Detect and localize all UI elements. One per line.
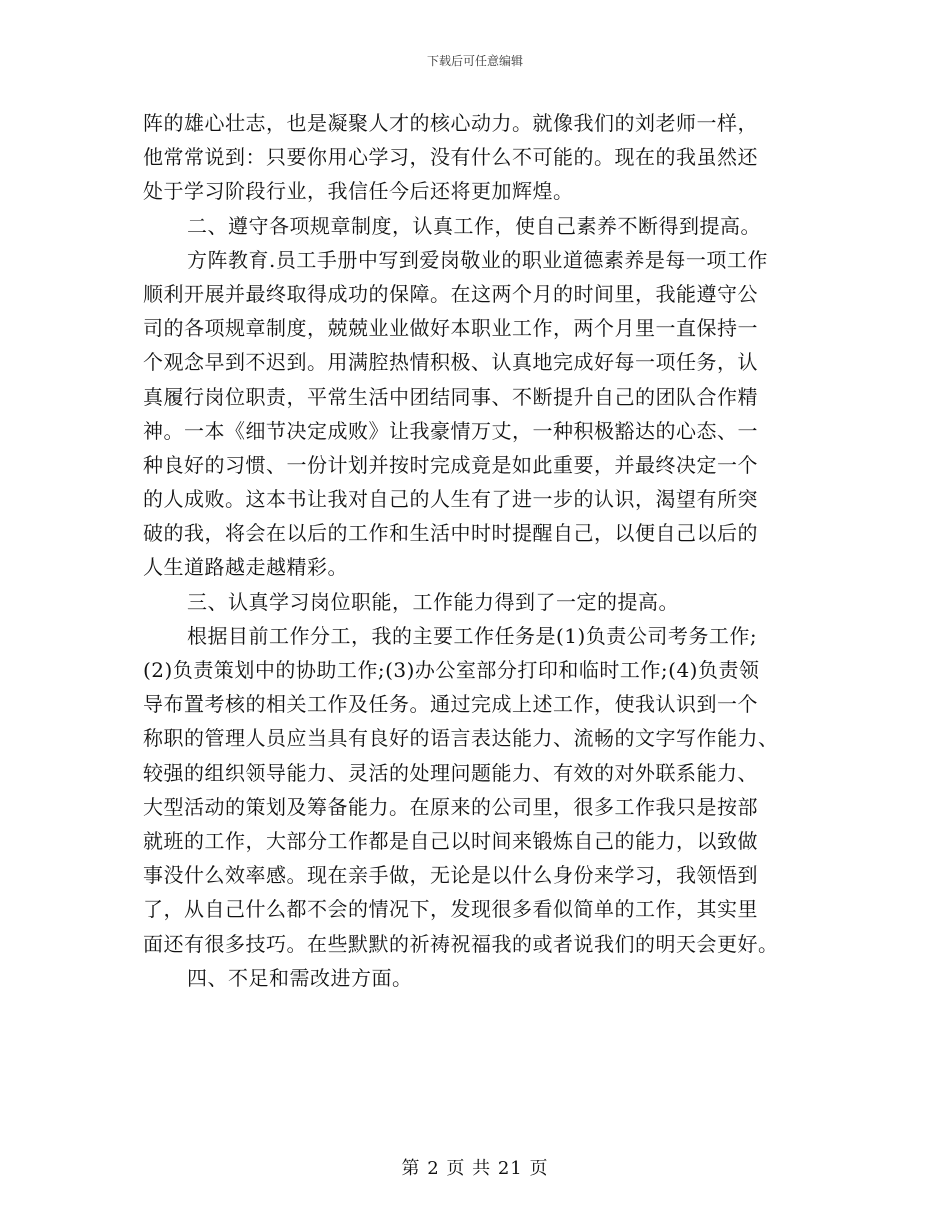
text-line: 真履行岗位职责，平常生活中团结同事、不断提升自己的团队合作精 bbox=[143, 384, 758, 409]
section-heading: 三、认真学习岗位职能，工作能力得到了一定的提高。 bbox=[187, 589, 679, 614]
page-header-note: 下载后可任意编辑 bbox=[426, 54, 523, 68]
text-line: 方阵教育.员工手册中写到爱岗敬业的职业道德素养是每一项工作 bbox=[187, 247, 768, 272]
text-line: 他常常说到：只要你用心学习，没有什么不可能的。现在的我虽然还 bbox=[143, 145, 758, 170]
text-line: 就班的工作，大部分工作都是自己以时间来锻炼自己的能力，以致做 bbox=[143, 828, 758, 853]
text-line: 顺利开展并最终取得成功的保障。在这两个月的时间里，我能遵守公 bbox=[143, 281, 758, 306]
document-body bbox=[143, 106, 823, 995]
page-number: 第 2 页 共 21 页 bbox=[401, 1158, 549, 1179]
text-line: 人生道路越走越精彩。 bbox=[143, 555, 348, 580]
text-line: 司的各项规章制度，兢兢业业做好本职业工作，两个月里一直保持一 bbox=[143, 316, 758, 341]
text-line: 种良好的习惯、一份计划并按时完成竟是如此重要，并最终决定一个 bbox=[143, 452, 758, 477]
text-line: 导布置考核的相关工作及任务。通过完成上述工作，使我认识到一个 bbox=[143, 692, 758, 717]
section-heading: 四、不足和需改进方面。 bbox=[187, 965, 413, 990]
text-line: 的人成败。这本书让我对自己的人生有了进一步的认识，渴望有所突 bbox=[143, 487, 758, 512]
text-line: 了，从自己什么都不会的情况下，发现很多看似简单的工作，其实里 bbox=[143, 897, 758, 922]
text-line: 面还有很多技巧。在些默默的祈祷祝福我的或者说我们的明天会更好。 bbox=[143, 931, 779, 956]
text-line: (2)负责策划中的协助工作;(3)办公室部分打印和临时工作;(4)负责领 bbox=[143, 658, 760, 682]
text-line: 大型活动的策划及筹备能力。在原来的公司里，很多工作我只是按部 bbox=[143, 794, 758, 819]
text-line: 神。一本《细节决定成败》让我豪情万丈，一种积极豁达的心态、一 bbox=[143, 418, 758, 443]
text-line: 事没什么效率感。现在亲手做，无论是以什么身份来学习，我领悟到 bbox=[143, 863, 758, 888]
text-line: 个观念早到不迟到。用满腔热情积极、认真地完成好每一项任务，认 bbox=[143, 350, 758, 375]
text-line: 阵的雄心壮志，也是凝聚人才的核心动力。就像我们的刘老师一样， bbox=[143, 111, 758, 135]
text-line: 较强的组织领导能力、灵活的处理问题能力、有效的对外联系能力、 bbox=[143, 760, 758, 785]
text-line: 根据目前工作分工，我的主要工作任务是(1)负责公司考务工作; bbox=[187, 623, 758, 648]
text-line: 称职的管理人员应当具有良好的语言表达能力、流畅的文字写作能力、 bbox=[143, 726, 779, 751]
text-line: 处于学习阶段行业，我信任今后还将更加辉煌。 bbox=[143, 179, 574, 204]
section-heading: 二、遵守各项规章制度，认真工作，使自己素养不断得到提高。 bbox=[187, 213, 761, 238]
text-line: 破的我，将会在以后的工作和生活中时时提醒自己，以便自己以后的 bbox=[143, 521, 758, 546]
